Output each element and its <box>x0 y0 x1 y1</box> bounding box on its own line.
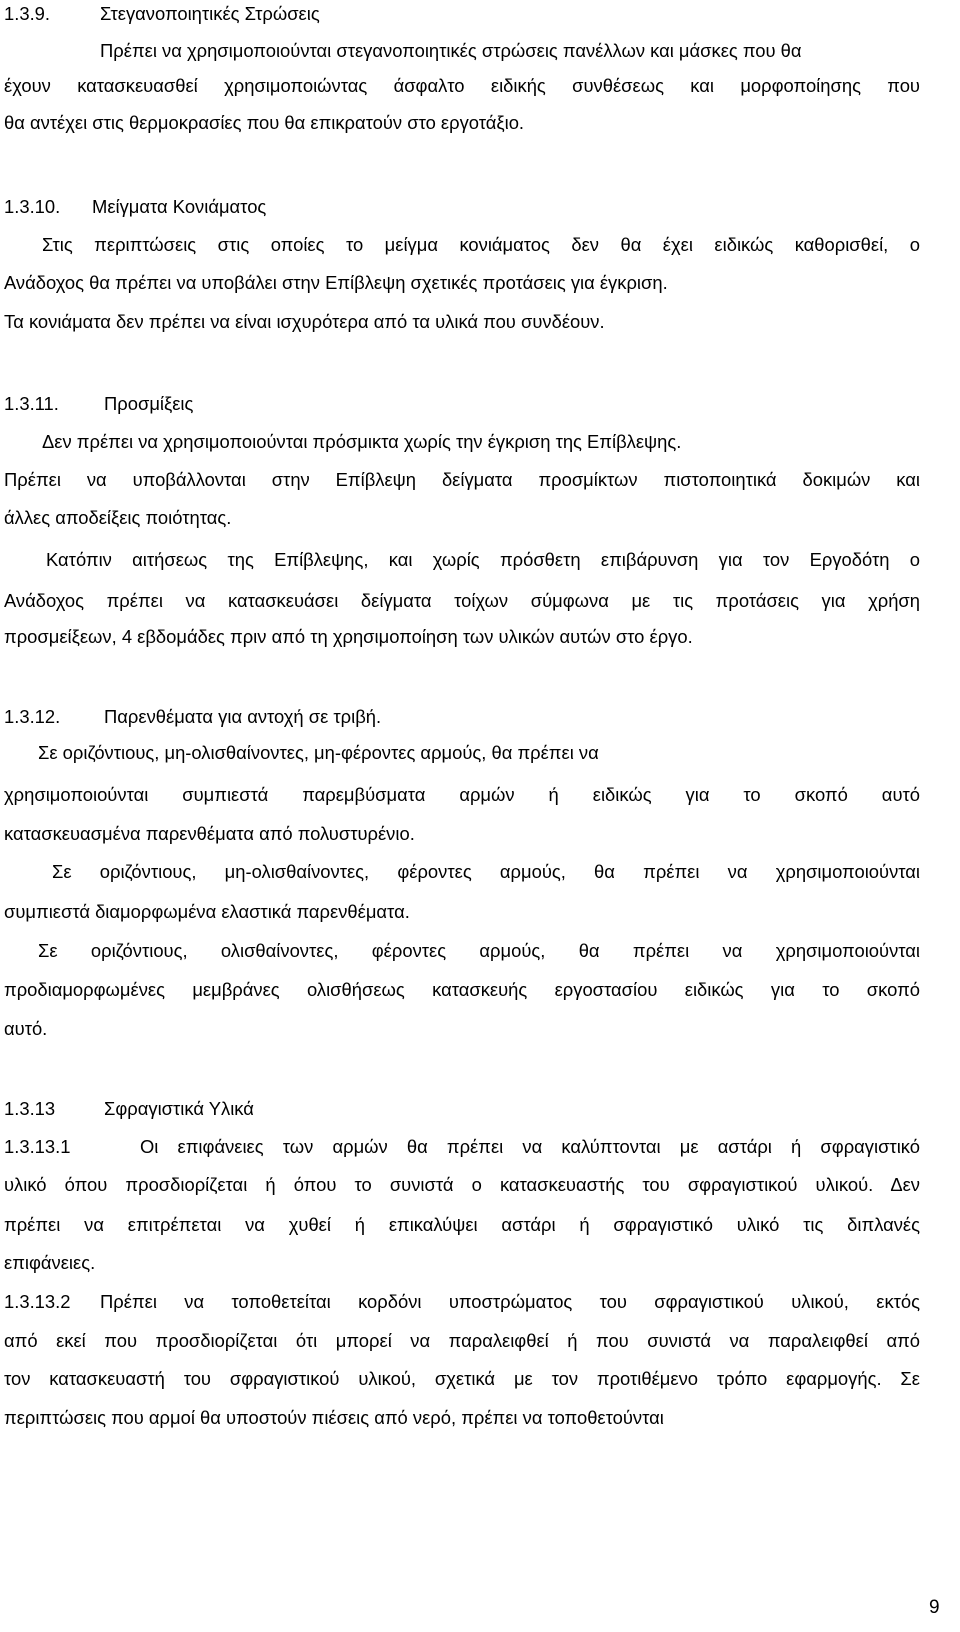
paragraph-line: προδιαμορφωμένες μεμβράνες ολισθήσεως κατασκευής εργοστασίου ειδικώς για το σκοπό <box>4 979 920 1000</box>
paragraph-line: πρέπει να επιτρέπεται να χυθεί ή επικαλύψει αστάρι ή σφραγιστικό υλικό τις διπλανές <box>4 1214 920 1235</box>
paragraph-line: Ανάδοχος πρέπει να κατασκευάσει δείγματα τοίχων σύμφωνα με τις προτάσεις για χρήση <box>4 590 920 611</box>
subsection-number: 1.3.13.1 <box>4 1136 71 1157</box>
paragraph-line: Στις περιπτώσεις στις οποίες το μείγμα κονιάματος δεν θα έχει ειδικώς καθορισθεί, ο <box>42 234 920 255</box>
section-heading-1-3-13 <box>4 1096 254 1122</box>
section-title: Προσμίξεις <box>104 393 194 414</box>
paragraph-line: χρησιμοποιούνται συμπιεστά παρεμβύσματα αρμών ή ειδικώς για το σκοπό αυτό <box>4 784 920 805</box>
paragraph-line: Πρέπει να τοποθετείται κορδόνι υποστρώματος του σφραγιστικού υλικού, εκτός <box>100 1291 920 1312</box>
section-number: 1.3.11. <box>4 393 59 414</box>
paragraph-line: αυτό. <box>4 1018 48 1039</box>
paragraph-line: Τα κονιάματα δεν πρέπει να είναι ισχυρότερα από τα υλικά που συνδέουν. <box>4 311 605 332</box>
paragraph-line: τον κατασκευαστή του σφραγιστικού υλικού, σχετικά με τον προτιθέμενο τρόπο εφαρμογής. Σε <box>4 1368 920 1389</box>
section-number: 1.3.9. <box>4 3 51 24</box>
subsection-1-3-13-1-first-line <box>4 1134 920 1160</box>
paragraph-line: υλικό όπου προσδιορίζεται ή όπου το συνιστά ο κατασκευαστής του σφραγιστικού υλικού. Δεν <box>4 1174 920 1195</box>
section-number: 1.3.13 <box>4 1098 56 1119</box>
section-number: 1.3.12. <box>4 706 61 727</box>
paragraph-line: Πρέπει να χρησιμοποιούνται στεγανοποιητικές στρώσεις πανέλλων και μάσκες που θα <box>100 40 802 61</box>
paragraph-line: από εκεί που προσδιορίζεται ότι μπορεί να παραλειφθεί ή που συνιστά να παραλειφθεί από <box>4 1330 920 1351</box>
paragraph-line: περιπτώσεις που αρμοί θα υποστούν πιέσεις από νερό, πρέπει να τοποθετούνται <box>4 1407 664 1428</box>
section-title: Σφραγιστικά Υλικά <box>104 1098 254 1119</box>
paragraph-line: Πρέπει να υποβάλλονται στην Επίβλεψη δείγματα προσμίκτων πιστοποιητικά δοκιμών και <box>4 469 920 490</box>
paragraph-line: Κατόπιν αιτήσεως της Επίβλεψης, και χωρίς πρόσθετη επιβάρυνση για τον Εργοδότη ο <box>46 549 920 570</box>
paragraph-line: άλλες αποδείξεις ποιότητας. <box>4 507 232 528</box>
paragraph-line: Οι επιφάνειες των αρμών θα πρέπει να καλύπτονται με αστάρι ή σφραγιστικό <box>140 1136 920 1157</box>
paragraph-line: έχουν κατασκευασθεί χρησιμοποιώντας άσφαλτο ειδικής συνθέσεως και μορφοποίησης που <box>4 75 920 96</box>
section-heading-1-3-9 <box>4 1 320 27</box>
paragraph-line: Σε οριζόντιους, μη-ολισθαίνοντες, φέροντες αρμούς, θα πρέπει να χρησιμοποιούνται <box>52 861 920 882</box>
section-number: 1.3.10. <box>4 196 61 217</box>
paragraph-line: θα αντέχει στις θερμοκρασίες που θα επικρατούν στο εργοτάξιο. <box>4 112 525 133</box>
paragraph-line: προσμείξεων, 4 εβδομάδες πριν από τη χρησιμοποίηση των υλικών αυτών στο έργο. <box>4 626 693 647</box>
subsection-1-3-13-2-first-line <box>4 1289 920 1315</box>
section-title: Μείγματα Κονιάματος <box>92 196 267 217</box>
paragraph-line: Σε οριζόντιους, ολισθαίνοντες, φέροντες αρμούς, θα πρέπει να χρησιμοποιούνται <box>38 940 920 961</box>
paragraph-line: Σε οριζόντιους, μη-ολισθαίνοντες, μη-φέροντες αρμούς, θα πρέπει να <box>38 742 599 763</box>
subsection-number: 1.3.13.2 <box>4 1291 71 1312</box>
section-heading-1-3-11 <box>4 391 193 417</box>
paragraph-line: Δεν πρέπει να χρησιμοποιούνται πρόσμικτα χωρίς την έγκριση της Επίβλεψης. <box>42 431 682 452</box>
paragraph-line: Ανάδοχος θα πρέπει να υποβάλει στην Επίβλεψη σχετικές προτάσεις για έγκριση. <box>4 272 668 293</box>
section-heading-1-3-12 <box>4 704 381 730</box>
paragraph-line: κατασκευασμένα παρενθέματα από πολυστυρένιο. <box>4 823 415 844</box>
section-title: Στεγανοποιητικές Στρώσεις <box>100 3 320 24</box>
paragraph-line: συμπιεστά διαμορφωμένα ελαστικά παρενθέματα. <box>4 901 410 922</box>
page-number: 9 <box>929 1597 940 1618</box>
section-title: Παρενθέματα για αντοχή σε τριβή. <box>104 706 382 727</box>
paragraph-line: επιφάνειες. <box>4 1252 96 1273</box>
section-heading-1-3-10 <box>4 194 266 220</box>
